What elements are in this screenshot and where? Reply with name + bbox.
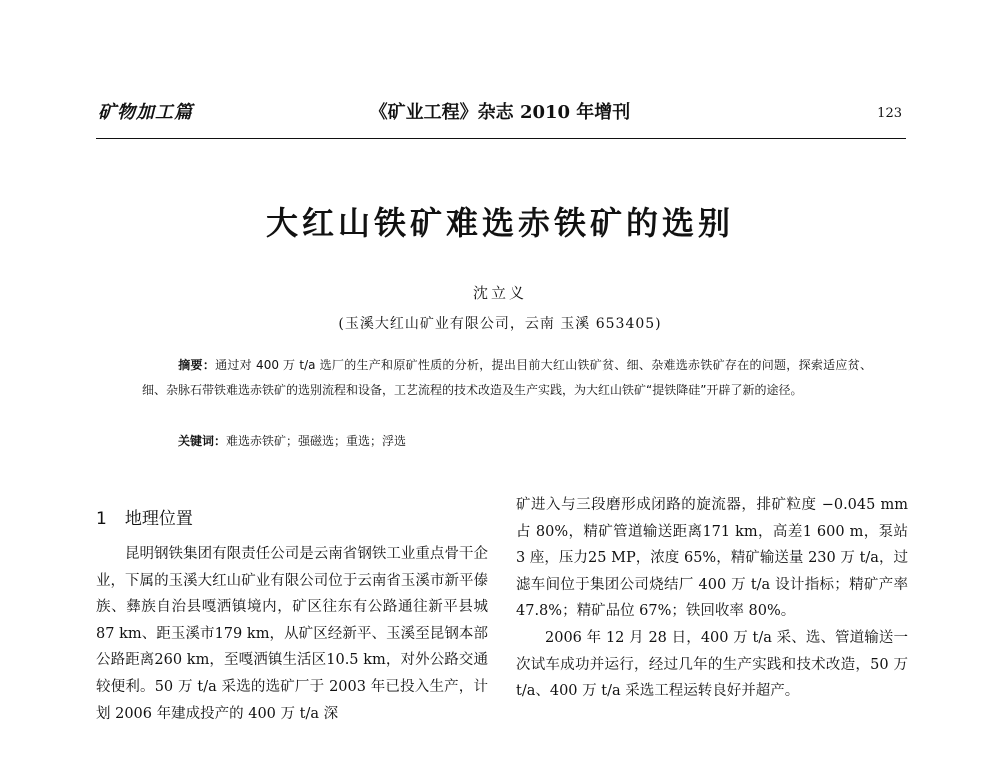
body-column-right xyxy=(516,492,908,705)
keywords-label: 关键词： xyxy=(178,434,227,448)
section-heading-1 xyxy=(96,506,488,532)
abstract-text: 通过对 400 万 t/a 选厂的生产和原矿性质的分析，提出目前大红山铁矿贫、细、杂难选赤铁矿存在的问题，探索适应贫、细、杂脉石带铁难选赤铁矿的选别流程和设备，工艺流程的技术改造及生产实践，为大红山铁矿“提铁降硅”开辟了新的途径。 xyxy=(142,358,872,397)
running-header-section: 矿物加工篇 xyxy=(98,102,193,123)
body-column-left xyxy=(96,492,488,727)
body-paragraph-continued: 矿进入与三段磨形成闭路的旋流器，排矿粒度 −0.045 mm占 80%，精矿管道输送距离171 km，高差1 600 m，泵站 3 座，压力25 MP，浓度 65%，精矿输送量 230 万 t/a，过滤车间位于集团公司烧结厂 400 万 t/a 设计指标；精矿产率 47.8%；精矿品位 67%；铁回收率 80%。 xyxy=(516,497,908,620)
author-name: 沈立义 xyxy=(472,284,527,302)
abstract xyxy=(142,353,872,403)
page-number: 123 xyxy=(877,106,902,121)
author-affiliation: (玉溪大红山矿业有限公司，云南 玉溪 653405) xyxy=(338,316,662,332)
abstract-label: 摘要： xyxy=(178,358,216,372)
keywords xyxy=(178,429,878,454)
keywords-text: 难选赤铁矿；强磁选；重选；浮选 xyxy=(226,434,407,448)
body-paragraph: 昆明钢铁集团有限责任公司是云南省钢铁工业重点骨干企业，下属的玉溪大红山矿业有限公司位于云南省玉溪市新平傣族、彝族自治县嘎洒镇境内，矿区往东有公路通往新平县城87 km、距玉溪市179 km，从矿区经新平、玉溪至昆钢本部公路距离260 km，至嘎洒镇生活区10.5 km，对外公路交通较便利。50 万 t/a 采选的选矿厂于 2003 年已投入生产，计划 2006 年建成投产的 400 万 t/a 深 xyxy=(96,546,488,722)
running-header-journal: 《矿业工程》杂志 2010 年增刊 xyxy=(369,102,631,123)
section-number: 1 xyxy=(96,509,107,529)
section-title: 地理位置 xyxy=(124,509,193,529)
body-paragraph: 2006 年 12 月 28 日，400 万 t/a 采、选、管道输送一次试车成功并运行，经过几年的生产实践和技术改造，50 万 t/a、400 万 t/a 采选工程运转良好并超产。 xyxy=(516,629,908,700)
header-rule xyxy=(96,138,906,139)
paper-title: 大红山铁矿难选赤铁矿的选别 xyxy=(265,204,734,242)
